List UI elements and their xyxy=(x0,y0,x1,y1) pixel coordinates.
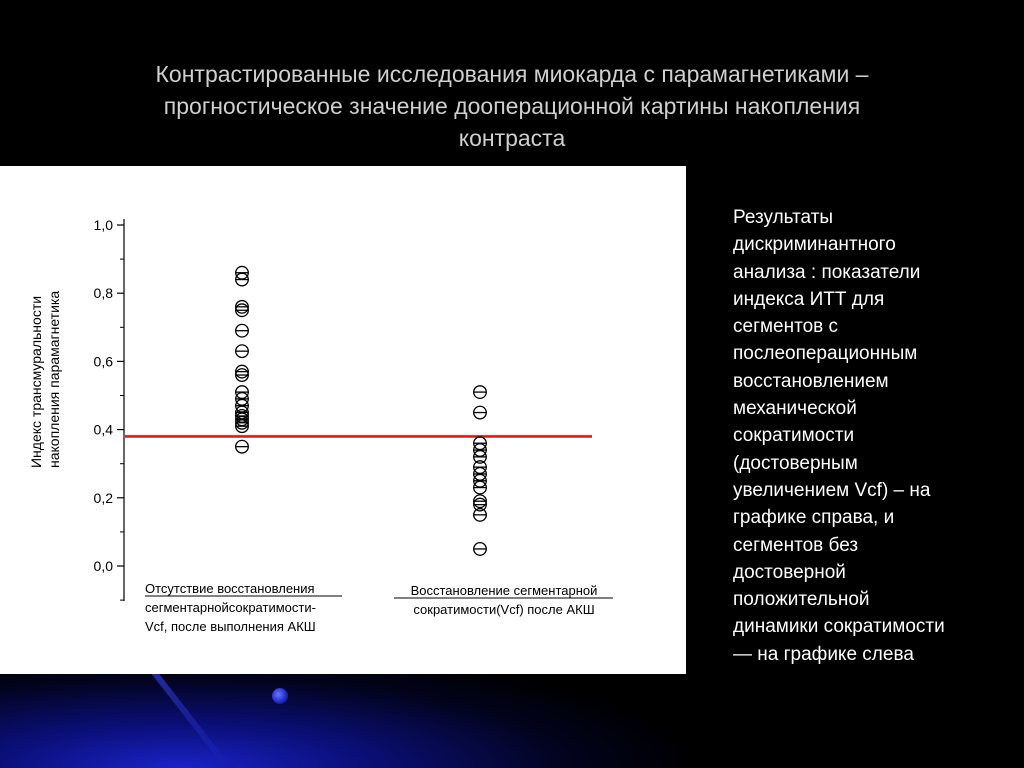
description-line: сегментов без xyxy=(733,534,859,556)
data-point xyxy=(236,365,249,378)
category-label-line: Восстановление сегментарной xyxy=(410,583,598,598)
data-point xyxy=(474,543,487,556)
data-point xyxy=(236,369,249,382)
y-axis-title xyxy=(28,291,62,468)
data-point xyxy=(236,345,249,358)
y-tick-label: 0,8 xyxy=(93,285,113,302)
description-line: динамики сократимости xyxy=(733,616,945,638)
category-label-line: Отсутствие восстановления xyxy=(145,581,315,596)
description-line: восстановлением xyxy=(733,370,889,392)
y-tick-label: 0,0 xyxy=(93,558,113,574)
slide-title-line: Контрастированные исследования миокарда с парамагнетиками – xyxy=(155,61,869,87)
side-description xyxy=(733,204,1003,668)
description-line: положительной xyxy=(733,589,870,611)
background-glow xyxy=(0,672,1024,768)
y-axis-title-line: Индекс трансмуральности xyxy=(28,295,44,468)
data-point xyxy=(236,273,249,286)
description-line: Результаты xyxy=(733,207,834,228)
y-tick-label: 0,6 xyxy=(93,353,113,370)
data-point xyxy=(236,440,249,453)
description-line: сократимости xyxy=(733,425,855,447)
slide-title xyxy=(40,58,984,154)
description-line: индекса ИТТ для xyxy=(733,288,885,310)
data-point xyxy=(236,301,249,314)
category-label-line: Vcf, после выполнения АКШ xyxy=(145,619,316,634)
chart-panel xyxy=(0,166,686,674)
y-tick-label: 0,2 xyxy=(93,489,113,506)
category-label-line: сократимости(Vcf) после АКШ xyxy=(413,602,595,617)
slide-title-line: прогностическое значение дооперационной картины накопления xyxy=(163,93,861,119)
description-line: анализа : показатели xyxy=(733,261,921,283)
y-tick-label: 1,0 xyxy=(93,217,113,233)
description-line: послеоперационным xyxy=(733,343,918,365)
description-line: — на графике слева xyxy=(733,643,914,665)
description-line: дискриминантного xyxy=(733,234,896,256)
background-orb xyxy=(272,688,288,704)
data-point xyxy=(474,386,487,399)
y-tick-label: 0,4 xyxy=(93,421,113,438)
data-point xyxy=(236,324,249,337)
scatter-chart xyxy=(0,166,686,674)
y-axis-title-line: накопления парамагнетика xyxy=(46,290,62,468)
description-line: сегментов с xyxy=(733,316,839,338)
data-point xyxy=(474,481,487,494)
data-point xyxy=(474,406,487,419)
description-line: механической xyxy=(733,398,857,420)
description-line: графике справа, и xyxy=(733,507,895,529)
description-line: увеличением Vcf) – на xyxy=(733,479,931,501)
data-point xyxy=(474,495,487,508)
slide-title-line: контраста xyxy=(458,125,566,151)
description-line: (достоверным xyxy=(733,452,858,474)
category-label-line: сегментарнойсократимости- xyxy=(145,600,316,615)
data-point xyxy=(236,304,249,317)
description-line: достоверной xyxy=(733,561,846,583)
